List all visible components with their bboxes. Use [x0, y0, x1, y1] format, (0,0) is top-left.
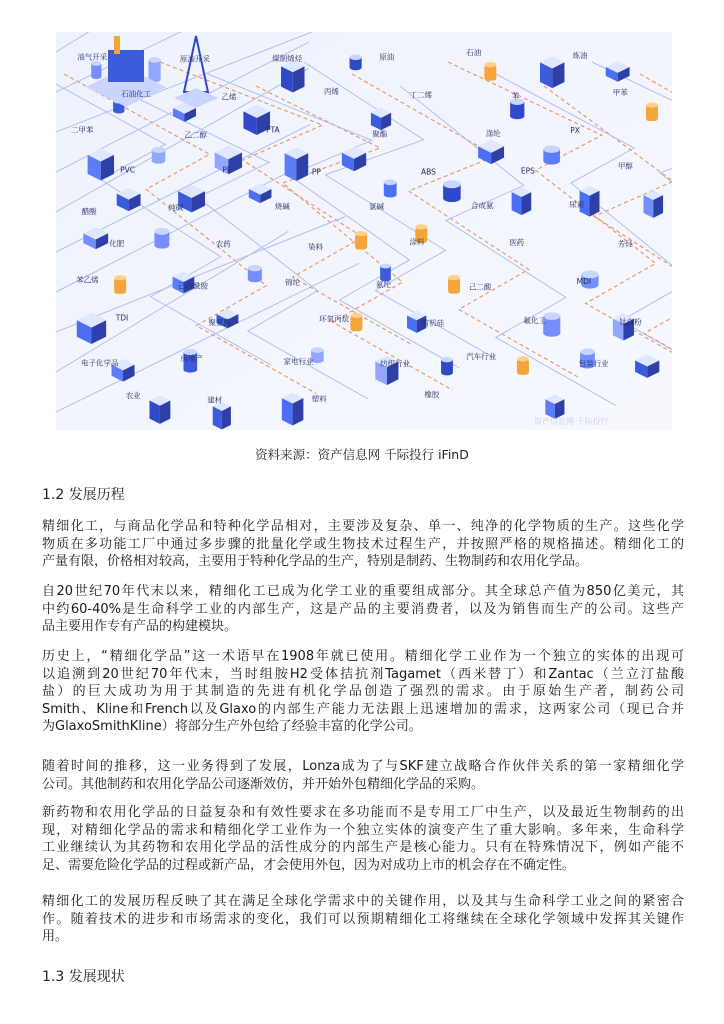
orange-tank [448, 275, 460, 294]
chain-node-label: EPS [520, 166, 535, 176]
chain-node-label: 煤制烯烃 [272, 54, 303, 64]
chain-node-label: 氟化工 [523, 315, 546, 325]
chain-node-label: 丁二烯 [409, 90, 432, 100]
section-heading-1-2: 1.2 发展历程 [42, 487, 125, 503]
chain-node-label: 二甲苯 [71, 125, 94, 135]
chain-node-label: 合成氨 [471, 200, 494, 210]
orange-tank [517, 356, 529, 375]
chain-node-label: 石油化工 [121, 89, 152, 99]
storage-tank [380, 264, 391, 282]
storage-tank [91, 61, 101, 79]
storage-tank [443, 180, 461, 202]
storage-tank [510, 99, 524, 120]
chain-node-label: 炼油 [572, 51, 588, 60]
storage-tank [384, 179, 397, 197]
orange-tank [646, 102, 658, 121]
chain-node-label: 农药 [215, 239, 231, 249]
chain-node-label: 化肥 [109, 239, 125, 249]
chain-node-label: 乙烯 [221, 92, 237, 102]
factory-block [512, 187, 532, 215]
factory-block [281, 61, 304, 93]
factory-block [285, 147, 309, 181]
chain-node-label: 氯碱 [369, 201, 384, 211]
storage-tank [154, 228, 169, 249]
chain-node-label: 烧碱 [274, 202, 290, 211]
chain-node-label: 钛白粉 [619, 317, 642, 327]
chain-node-label: 原油开采 [179, 54, 210, 64]
orange-tank [114, 275, 126, 294]
factory-block [149, 395, 170, 424]
chain-node-label: 纯碱 [168, 202, 184, 212]
storage-tank [441, 357, 453, 375]
chain-node-label: 涤纶 [485, 129, 501, 139]
chain-node-label: 塑料 [311, 394, 327, 404]
chain-node-label: 原油 [379, 52, 395, 62]
storage-tank [248, 265, 262, 282]
chain-node-label: 涂料 [409, 237, 425, 247]
storage-tank [152, 147, 166, 164]
chain-node-label: 医药 [509, 237, 525, 247]
chain-node-label: 锦纶 [285, 278, 301, 288]
chain-node-label: 包装行业 [578, 358, 609, 368]
chain-node-label: 氨纶 [376, 280, 391, 290]
figure-watermark: 资产信息网 千际投行 [534, 417, 609, 426]
chain-node-label: ABS [421, 167, 436, 177]
chain-node-label: 橡胶 [424, 389, 440, 399]
chain-node-label: 房地产 [180, 354, 203, 364]
storage-tank [350, 54, 362, 70]
factory-block [643, 190, 663, 218]
industry-chain-graphic [56, 32, 672, 430]
chain-node-label: 己内酰胺 [178, 281, 209, 291]
chain-node-label: 己二酸 [468, 282, 492, 292]
chain-node-label: 甲醇 [617, 161, 633, 171]
figure-caption: 资料来源：资产信息网 千际投行 iFinD [255, 447, 469, 462]
chain-node-label: MDI [576, 277, 592, 286]
chain-node-label: 汽车行业 [466, 351, 497, 361]
chain-node-label: 有机硅 [421, 318, 445, 328]
chain-node-label: 尿素 [569, 200, 585, 210]
chain-node-label: 聚酯 [372, 129, 388, 139]
paragraph: 自20世纪70年代末以来，精细化工已成为化学工业的重要组成部分。其全球总产值为850亿美元，其 中约60-40%是生命科学工业的内部生产，这是产品的主要消费者，以及为销售而生产的公司。这些产 品主要用作专有产品的构建模块。 [42, 584, 684, 635]
section-heading-1-3: 1.3 发展现状 [42, 969, 125, 985]
chain-node-label: 染料 [308, 242, 324, 252]
factory-block [545, 394, 564, 418]
chain-node-label: 苯 [511, 91, 520, 101]
paragraph: 新药物和农用化学品的日益复杂和有效性要求在多功能而不是专用工厂中生产，以及最近生物制药的出 现，对精细化学品的需求和精细化学工业作为一个独立实体的演变产生了重大影响。多年来，生命科学 工业继续认为其药物和农用化学品的活性成分的内部生产是核心能力。只有在特殊情况下，例如产能不 足、需要危险化学品的过程或新产品，才会使用外包，因为对成功上市的机会存在不确定性。 [42, 805, 684, 873]
chain-node-label: 乙二醇 [184, 130, 207, 140]
paragraph: 历史上，“精细化学品”这一术语早在1908年就已使用。精细化学工业作为一个独立的实体的出现可 以追溯到20世纪70年代末，当时组胺H2受体拮抗剂Tagamet（西米替丁）和Zantac（兰立汀盐酸 盐）的巨大成功为用于其制造的先进有机化学品创造了强烈的需求。由于原始生产者，制药公司 Smith、Kline和French以及Glaxo的内部生产能力无法跟上迅速增加的需求，这两家公司（现已合并 为GlaxoSmithKline）将部分生产外包给了经验丰富的化学公司。 [42, 649, 684, 735]
orange-tank [484, 62, 496, 81]
paragraph: 精细化工的发展历程反映了其在满足全球化学需求中的关键作用，以及其与生命科学工业之间的紧密合 作。随着技术的进步和市场需求的变化，我们可以预期精细化工将继续在全球化学领域中发挥其关键作 用。 [42, 894, 684, 945]
chain-node-label: 建材 [207, 395, 223, 405]
chain-node-label: 芳烃 [617, 239, 633, 249]
factory-block [88, 148, 114, 180]
chain-node-label: PX [570, 125, 580, 135]
factory-block [540, 56, 564, 88]
factory-block [213, 402, 231, 430]
chain-node-label: 石油 [466, 48, 482, 57]
chain-node-label: 电子化学品 [81, 358, 119, 368]
chain-node-label: 丙烯 [323, 86, 339, 96]
paragraph: 精细化工，与商品化学品和特种化学品相对，主要涉及复杂、单一、纯净的化学物质的生产。这些化学 物质在多功能工厂中通过多步骤的批量化学或生物技术过程生产，并按照严格的规格描述。精细化工的 产量有限，价格相对较高，主要用于特种化学品的生产，特别是制药、生物制药和农用化学品。 [42, 519, 684, 570]
paragraph: 随着时间的推移，这一业务得到了发展，Lonza成为了与SKF建立战略合作伙伴关系的第一家精细化学 公司。其他制药和农用化学品公司逐渐效仿，并开始外包精细化学品的采购。 [42, 759, 684, 792]
chain-node-label: 苯乙烯 [76, 275, 99, 285]
chain-node-label: 家电行业 [283, 356, 314, 366]
industry-chain-illustration [56, 32, 672, 430]
chain-node-label: 环氧丙烷 [319, 314, 350, 324]
chain-node-label: 纺织行业 [380, 358, 411, 368]
chain-node-label: 甲苯 [612, 88, 628, 98]
chain-node-label: PE [222, 165, 232, 175]
chain-node-label: 聚氨酯 [208, 318, 231, 328]
chain-node-label: 油气开采 [77, 52, 108, 62]
chain-node-label: PP [311, 167, 321, 177]
factory-block [282, 393, 304, 426]
chain-node-label: PVC [120, 165, 135, 175]
orange-tank [350, 313, 362, 332]
chain-node-label: 醋酸 [81, 206, 97, 216]
storage-tank [149, 57, 161, 82]
storage-tank [543, 145, 560, 164]
chain-node-label: TDI [115, 313, 129, 323]
orange-tank [355, 231, 367, 250]
chain-node-label: 农业 [125, 391, 141, 401]
chain-node-label: PTA [266, 125, 280, 135]
